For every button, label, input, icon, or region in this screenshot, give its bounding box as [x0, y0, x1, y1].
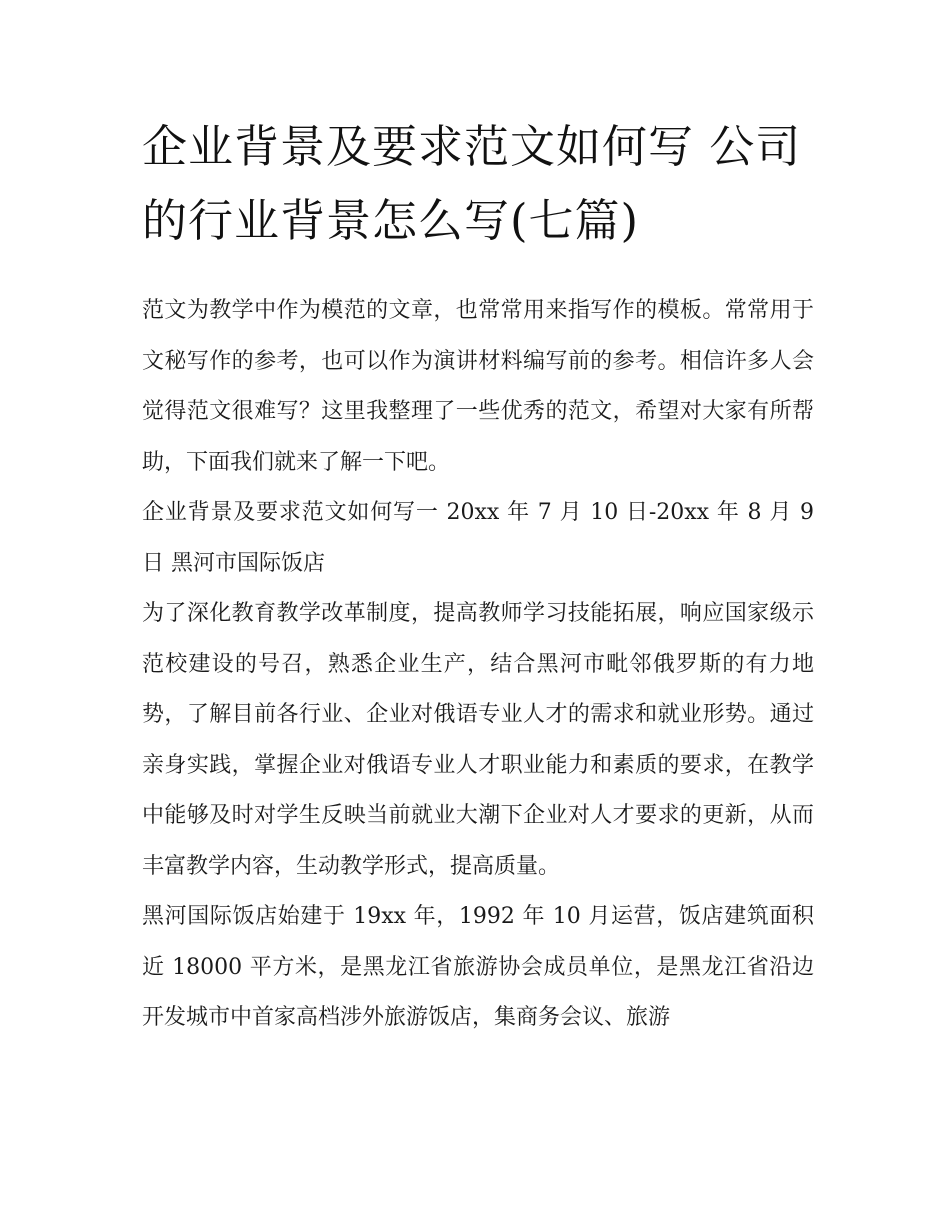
- purpose-paragraph: 为了深化教育教学改革制度，提高教师学习技能拓展，响应国家级示范校建设的号召，熟悉企业生产，结合黑河市毗邻俄罗斯的有力地势，了解目前各行业、企业对俄语专业人才的需求和就业形势。通过亲身实践，掌握企业对俄语专业人才职业能力和素质的要求，在教学中能够及时对学生反映当前就业大潮下企业对人才要求的更新，从而丰富教学内容，生动教学形式，提高质量。: [142, 601, 814, 879]
- date-location-paragraph: 企业背景及要求范文如何写一 20xx 年 7 月 10 日-20xx 年 8 月 9 日 黑河市国际饭店: [142, 500, 814, 576]
- intro-paragraph: 范文为教学中作为模范的文章，也常常用来指写作的模板。常常用于文秘写作的参考，也可以作为演讲材料编写前的参考。相信许多人会觉得范文很难写？这里我整理了一些优秀的范文，希望对大家有所帮助，下面我们就来了解一下吧。: [142, 298, 814, 475]
- hotel-description-paragraph: 黑河国际饭店始建于 19xx 年，1992 年 10 月运营，饭店建筑面积近 18000 平方米，是黑龙江省旅游协会成员单位，是黑龙江省沿边开发城市中首家高档涉外旅游饭店，集商务会议、旅游: [142, 904, 814, 1030]
- document-title: 企业背景及要求范文如何写 公司的行业背景怎么写(七篇): [142, 120, 802, 247]
- document-page: [142, 110, 814, 1044]
